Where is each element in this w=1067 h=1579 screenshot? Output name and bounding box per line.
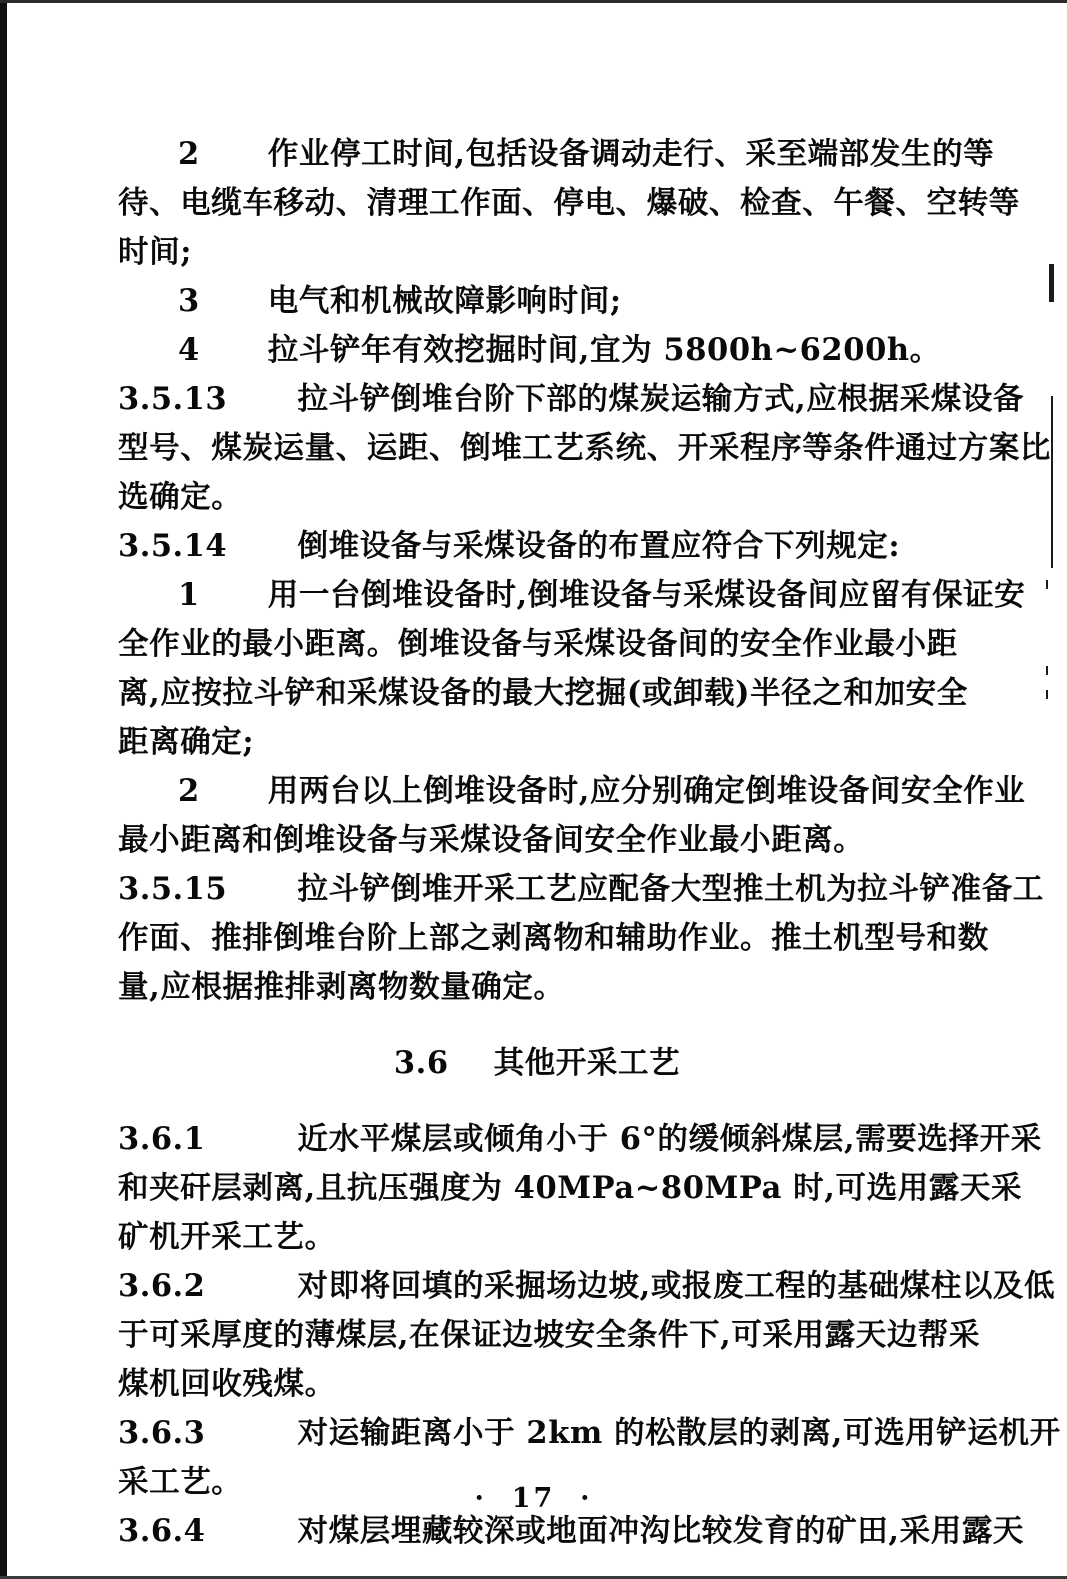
clause-line: 型号、煤炭运量、运距、倒堆工艺系统、开采程序等条件通过方案比 — [118, 430, 1051, 466]
clause-line — [118, 1115, 1042, 1164]
clause-number: 3.6.2 — [118, 1268, 206, 1304]
clause-number: 3.6.4 — [118, 1513, 206, 1549]
list-item-line — [118, 326, 956, 375]
scan-edge-top — [0, 0, 1067, 3]
clause-3-5-13 — [118, 375, 1051, 522]
list-item-marker: 3 — [178, 283, 200, 319]
clause-3-5-14-item-2 — [118, 767, 1026, 865]
scan-artifact-mark — [1046, 580, 1048, 589]
clause-text: 对煤层埋藏较深或地面冲沟比较发育的矿田,采用露天 — [297, 1513, 1025, 1549]
clause-3-6-4 — [118, 1507, 1025, 1556]
clause-number: 3.6.1 — [118, 1121, 206, 1157]
clause-3-5-15 — [118, 865, 1044, 1012]
sub-item-line: 离,应按拉斗铲和采煤设备的最大挖掘(或卸载)半径之和加安全 — [118, 675, 968, 711]
clause-line — [118, 865, 1044, 914]
section-spacer-below — [118, 1088, 956, 1115]
clause-line — [118, 1507, 1025, 1556]
list-item-text: 电气和机械故障影响时间; — [267, 283, 622, 319]
page-body — [118, 130, 1061, 1556]
sub-item-line: 全作业的最小距离。倒堆设备与采煤设备间的安全作业最小距 — [118, 626, 958, 662]
clause-text: 拉斗铲倒堆开采工艺应配备大型推土机为拉斗铲准备工 — [297, 871, 1044, 907]
clause-text: 倒堆设备与采煤设备的布置应符合下列规定: — [297, 528, 901, 564]
clause-line — [118, 522, 956, 571]
clause-line — [118, 1262, 1056, 1311]
clause-3-6-1 — [118, 1115, 1042, 1262]
scan-artifact-mark — [1051, 396, 1053, 568]
scan-artifact-mark — [1049, 264, 1054, 302]
clause-line: 量,应根据推排剥离物数量确定。 — [118, 969, 565, 1005]
section-heading: 3.6 其他开采工艺 — [393, 1045, 681, 1081]
clause-line: 和夹矸层剥离,且抗压强度为 40MPa~80MPa 时,可选用露天采 — [118, 1170, 1023, 1206]
sub-item-line: 距离确定; — [118, 724, 255, 760]
list-item-marker: 4 — [178, 332, 200, 368]
clause-line: 矿机开采工艺。 — [118, 1219, 336, 1255]
list-item-line: 待、电缆车移动、清理工作面、停电、爆破、检查、午餐、空转等 — [118, 185, 1020, 221]
clause-line: 选确定。 — [118, 479, 243, 515]
clause-3-5-14-item-1 — [118, 571, 1026, 767]
clause-line — [118, 1409, 1061, 1458]
clause-line: 煤机回收残煤。 — [118, 1366, 336, 1402]
clause-number: 3.6.3 — [118, 1415, 206, 1451]
clause-3-6-2 — [118, 1262, 1056, 1409]
list-item-line — [118, 130, 995, 179]
list-item — [118, 277, 956, 326]
sub-item-line — [118, 571, 1026, 620]
list-item-marker: 2 — [178, 136, 200, 172]
clause-number: 3.5.15 — [118, 871, 228, 907]
list-item-text: 拉斗铲年有效挖掘时间,宜为 5800h~6200h。 — [267, 332, 941, 368]
list-item-line — [118, 277, 956, 326]
section-spacer — [118, 1012, 956, 1039]
clause-text: 近水平煤层或倾角小于 6°的缓倾斜煤层,需要选择开采 — [297, 1121, 1042, 1157]
sub-item-line — [118, 767, 1026, 816]
sub-item-marker: 2 — [178, 773, 200, 809]
page-number: · 17 · — [474, 1483, 593, 1514]
list-item — [118, 326, 956, 375]
sub-item-marker: 1 — [178, 577, 200, 613]
clause-line — [118, 375, 1025, 424]
scan-edge-left — [0, 0, 7, 1579]
list-item — [118, 130, 1020, 277]
clause-line: 于可采厚度的薄煤层,在保证边坡安全条件下,可采用露天边帮采 — [118, 1317, 981, 1353]
scan-artifact-mark — [1046, 666, 1048, 675]
clause-line: 采工艺。 — [118, 1464, 243, 1500]
clause-number: 3.5.13 — [118, 381, 228, 417]
clause-text: 拉斗铲倒堆台阶下部的煤炭运输方式,应根据采煤设备 — [297, 381, 1025, 417]
clause-number: 3.5.14 — [118, 528, 228, 564]
clause-text: 对即将回填的采掘场边坡,或报废工程的基础煤柱以及低 — [297, 1268, 1056, 1304]
sub-item-line: 最小距离和倒堆设备与采煤设备间安全作业最小距离。 — [118, 822, 865, 858]
list-item-line: 时间; — [118, 234, 193, 270]
clause-text: 对运输距离小于 2km 的松散层的剥离,可选用铲运机开 — [297, 1415, 1061, 1451]
scan-artifact-mark — [1046, 690, 1048, 699]
clause-line: 作面、推排倒堆台阶上部之剥离物和辅助作业。推土机型号和数 — [118, 920, 989, 956]
sub-item-text: 用两台以上倒堆设备时,应分别确定倒堆设备间安全作业 — [267, 773, 1026, 809]
sub-item-text: 用一台倒堆设备时,倒堆设备与采煤设备间应留有保证安 — [267, 577, 1026, 613]
clause-3-5-14 — [118, 522, 956, 571]
list-item-text: 作业停工时间,包括设备调动走行、采至端部发生的等 — [267, 136, 995, 172]
